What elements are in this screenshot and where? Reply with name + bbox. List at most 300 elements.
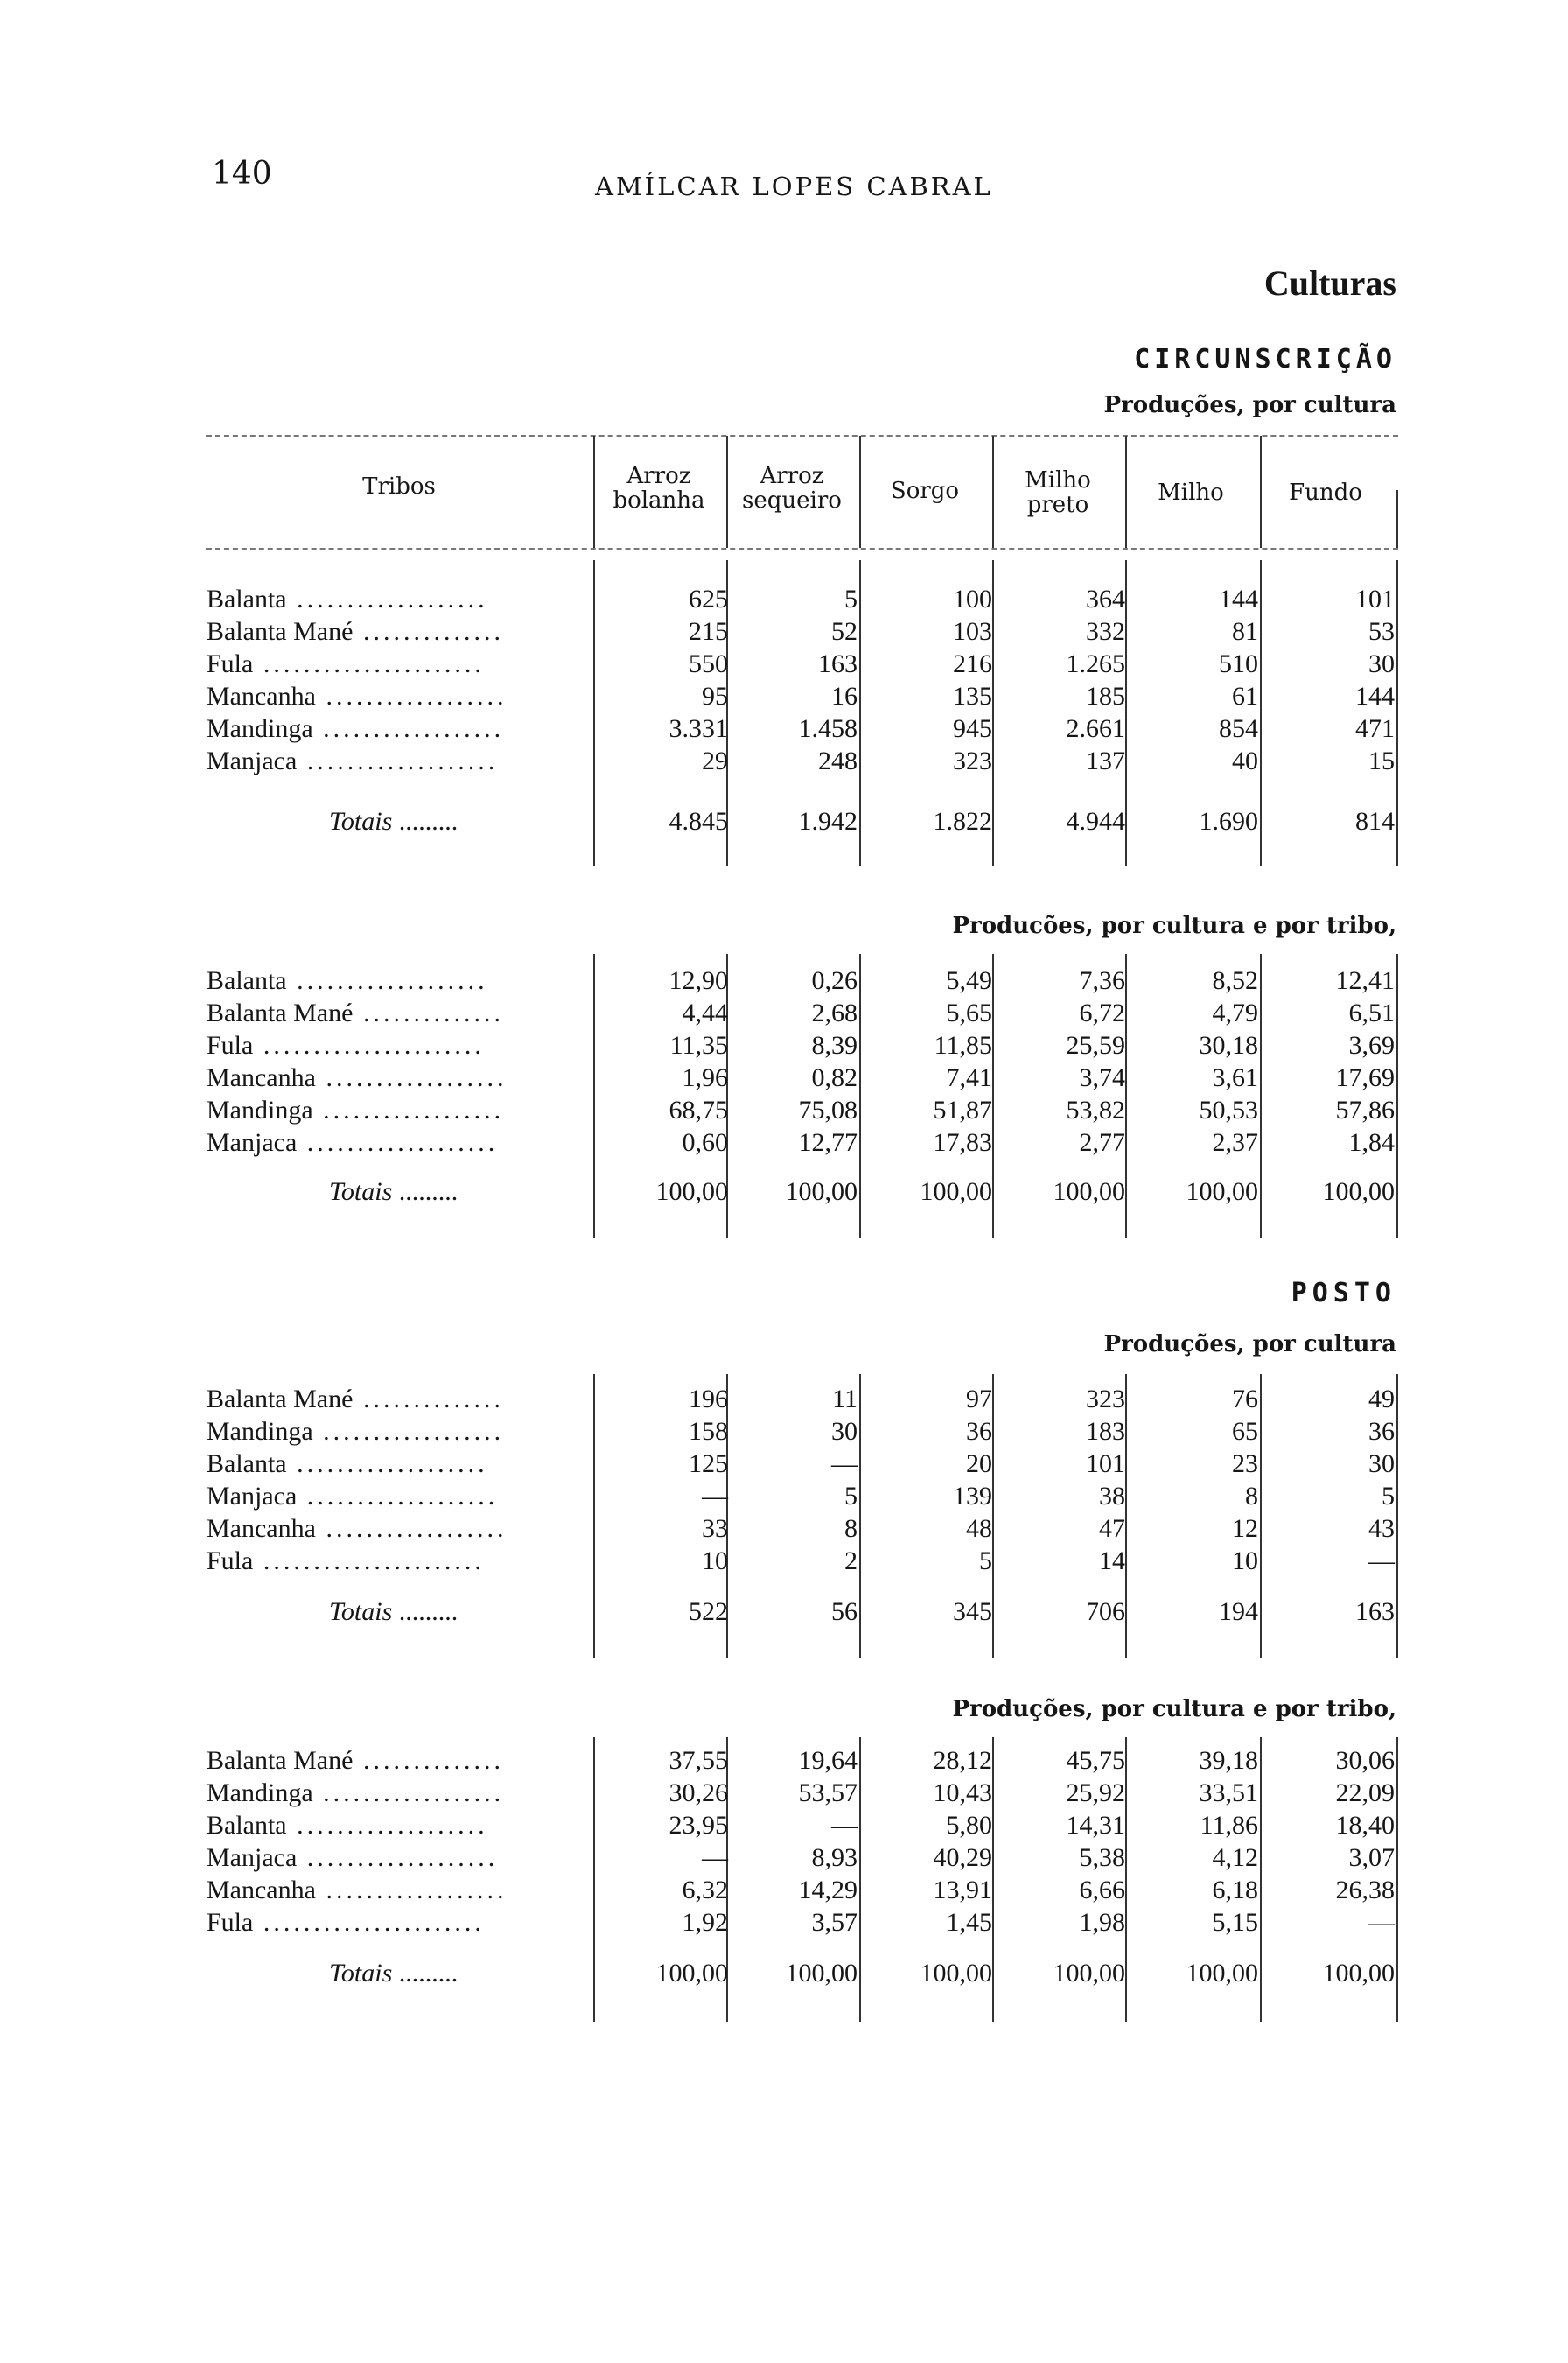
table-cell: 95 bbox=[702, 682, 728, 711]
table-cell: 33 bbox=[702, 1514, 728, 1543]
table-cell: 11,35 bbox=[669, 1031, 728, 1060]
table-cell: 15 bbox=[1368, 747, 1395, 775]
header-divider bbox=[992, 436, 994, 548]
tribe-label bbox=[206, 1449, 574, 1479]
table-cell: 8 bbox=[844, 1514, 858, 1543]
totals-word: Totais bbox=[329, 1597, 393, 1626]
column-header-milho: Milho bbox=[1158, 480, 1224, 506]
totals-cell: 100,00 bbox=[785, 1959, 858, 1988]
table-cell: 103 bbox=[953, 617, 992, 646]
table-cell: 38 bbox=[1099, 1482, 1125, 1511]
table-cell: 11,86 bbox=[1200, 1811, 1258, 1840]
totals-row bbox=[0, 1177, 1568, 1209]
table-cell: 10 bbox=[702, 1546, 728, 1575]
table-row bbox=[0, 1811, 1568, 1842]
table-cell: 1,98 bbox=[1079, 1908, 1125, 1937]
table-cell: 3.331 bbox=[668, 714, 728, 743]
leader-dots: .............. bbox=[353, 1746, 504, 1775]
table-row bbox=[0, 1385, 1568, 1416]
table-cell: 101 bbox=[1355, 585, 1395, 614]
table-cell: 17,69 bbox=[1335, 1063, 1395, 1092]
leader-dots: ...................... bbox=[253, 1546, 485, 1575]
table-cell: 5,15 bbox=[1212, 1908, 1258, 1937]
leader-dots: .................. bbox=[312, 714, 505, 743]
table-cell: 53,82 bbox=[1066, 1096, 1125, 1125]
table-cell: 2,68 bbox=[811, 999, 858, 1027]
column-header-milho-preto: Milho preto bbox=[1025, 467, 1091, 518]
table-cell: 53 bbox=[1368, 617, 1395, 646]
totals-word: Totais bbox=[329, 807, 393, 836]
table-cell: 510 bbox=[1219, 649, 1258, 678]
section-title-circunscricao: CIRCUNSCRIÇÃO bbox=[1134, 344, 1396, 375]
table-cell: 471 bbox=[1355, 714, 1395, 743]
leader-dots: ................... bbox=[286, 966, 488, 995]
table-cell: 12,90 bbox=[668, 966, 728, 995]
tribe-name: Fula bbox=[206, 1546, 254, 1575]
tribe-name: Mancanha bbox=[206, 1876, 316, 1904]
table-cell: 57,86 bbox=[1335, 1096, 1395, 1125]
tribe-label bbox=[206, 1063, 574, 1093]
table-cell: 5,65 bbox=[946, 999, 992, 1027]
totals-label bbox=[206, 1597, 574, 1627]
tribe-label bbox=[206, 1876, 574, 1905]
tribe-label bbox=[206, 1128, 574, 1158]
table-cell: 6,51 bbox=[1348, 999, 1395, 1027]
leader-dots: ................... bbox=[286, 585, 488, 614]
table-cell: 144 bbox=[1219, 585, 1258, 614]
leader-dots: .................. bbox=[312, 1417, 505, 1446]
table-cell: 2.661 bbox=[1066, 714, 1125, 743]
table-row bbox=[0, 1063, 1568, 1095]
table-cell: 23,95 bbox=[668, 1811, 728, 1840]
totals-cell: 100,00 bbox=[920, 1177, 992, 1206]
table-cell: 50,53 bbox=[1199, 1096, 1258, 1125]
table-cell: 163 bbox=[818, 649, 858, 678]
table-cell: 11 bbox=[832, 1385, 858, 1413]
table-row bbox=[0, 1778, 1568, 1810]
tribe-name: Fula bbox=[206, 1031, 254, 1060]
table-cell: 22,09 bbox=[1335, 1778, 1395, 1807]
leader-dots: .............. bbox=[353, 999, 504, 1027]
table-cell: 30 bbox=[1368, 1449, 1395, 1478]
table-cell: 364 bbox=[1086, 585, 1125, 614]
table-row bbox=[0, 1449, 1568, 1481]
tribe-label bbox=[206, 1417, 574, 1447]
table-row bbox=[0, 1031, 1568, 1062]
tribe-label bbox=[206, 966, 574, 996]
table-cell: 2,37 bbox=[1212, 1128, 1258, 1157]
table-cell: — bbox=[831, 1449, 858, 1478]
totals-cell: 100,00 bbox=[920, 1959, 992, 1988]
table-cell: 43 bbox=[1368, 1514, 1395, 1543]
table-cell: 8 bbox=[1245, 1482, 1258, 1511]
table-cell: 61 bbox=[1232, 682, 1258, 711]
table-cell: 6,18 bbox=[1212, 1876, 1258, 1904]
table-cell: 75,08 bbox=[798, 1096, 858, 1125]
tribe-label bbox=[206, 1096, 574, 1125]
table-row bbox=[0, 1417, 1568, 1448]
table-cell: 25,92 bbox=[1066, 1778, 1125, 1807]
leader-dots: ................... bbox=[297, 1482, 499, 1511]
table-row bbox=[0, 1908, 1568, 1939]
table-cell: 36 bbox=[966, 1417, 992, 1446]
leader-dots: .............. bbox=[353, 1385, 504, 1413]
table-cell: 323 bbox=[1086, 1385, 1125, 1413]
table-cell: 25,59 bbox=[1066, 1031, 1125, 1060]
table-cell: 3,57 bbox=[811, 1908, 858, 1937]
table-cell: 1.265 bbox=[1066, 649, 1125, 678]
header-divider bbox=[593, 436, 595, 548]
tribe-label bbox=[206, 747, 574, 776]
table-cell: 47 bbox=[1099, 1514, 1125, 1543]
page-number: 140 bbox=[212, 156, 272, 192]
leader-dots: ................... bbox=[297, 747, 499, 775]
table-cell: 48 bbox=[966, 1514, 992, 1543]
tribe-name: Manjaca bbox=[206, 1843, 298, 1872]
table-cell: 30,26 bbox=[668, 1778, 728, 1807]
tribe-name: Balanta Mané bbox=[206, 1385, 354, 1413]
table-cell: 17,83 bbox=[933, 1128, 992, 1157]
table-cell: 51,87 bbox=[933, 1096, 992, 1125]
table-cell: 5,49 bbox=[946, 966, 992, 995]
table-row bbox=[0, 1546, 1568, 1578]
leader-dots: .................. bbox=[312, 1778, 505, 1807]
table-cell: 13,91 bbox=[933, 1876, 992, 1904]
tribe-name: Manjaca bbox=[206, 1482, 298, 1511]
totals-row bbox=[0, 807, 1568, 838]
column-header-sorgo: Sorgo bbox=[890, 478, 960, 504]
leader-dots: ................... bbox=[286, 1811, 488, 1840]
table-cell: 20 bbox=[966, 1449, 992, 1478]
table-cell: — bbox=[1368, 1546, 1395, 1575]
tribe-name: Balanta Mané bbox=[206, 999, 354, 1027]
table-cell: 18,40 bbox=[1335, 1811, 1395, 1840]
table-row bbox=[0, 1746, 1568, 1778]
subtitle-posto-productions: Produções, por cultura bbox=[1103, 1331, 1396, 1357]
table-row bbox=[0, 747, 1568, 778]
table-cell: 0,60 bbox=[682, 1128, 728, 1157]
tribe-label bbox=[206, 1746, 574, 1776]
table-cell: 8,39 bbox=[811, 1031, 858, 1060]
table-row bbox=[0, 714, 1568, 746]
table-row bbox=[0, 1514, 1568, 1546]
section-title-culturas: Culturas bbox=[1264, 263, 1396, 303]
table-cell: 12,77 bbox=[798, 1128, 858, 1157]
table-cell: 137 bbox=[1086, 747, 1125, 775]
table-cell: 3,61 bbox=[1212, 1063, 1258, 1092]
table-cell: 10,43 bbox=[933, 1778, 992, 1807]
table-cell: 854 bbox=[1219, 714, 1258, 743]
tribe-label bbox=[206, 1546, 574, 1576]
table-cell: 0,26 bbox=[811, 966, 858, 995]
table-cell: 125 bbox=[689, 1449, 728, 1478]
tribe-name: Mandinga bbox=[206, 1096, 313, 1125]
table-cell: — bbox=[702, 1482, 728, 1511]
column-header-arroz-sequeiro: Arroz sequeiro bbox=[742, 463, 842, 514]
totals-cell: 1.942 bbox=[798, 807, 858, 836]
subtitle-circ-percent: Producões, por cultura e por tribo, bbox=[952, 913, 1396, 939]
header-top-rule bbox=[206, 435, 1398, 437]
table-cell: 5 bbox=[844, 585, 858, 614]
totals-cell: 194 bbox=[1219, 1597, 1258, 1626]
leader-dots: ................... bbox=[286, 1449, 488, 1478]
table-cell: 5,80 bbox=[946, 1811, 992, 1840]
leader-dots: ...................... bbox=[253, 649, 485, 678]
table-cell: 23 bbox=[1232, 1449, 1258, 1478]
totals-cell: 706 bbox=[1086, 1597, 1125, 1626]
table-cell: 1,84 bbox=[1348, 1128, 1395, 1157]
totals-cell: 4.845 bbox=[668, 807, 728, 836]
leader-dots: .................. bbox=[315, 1063, 508, 1092]
table-cell: 26,38 bbox=[1335, 1876, 1395, 1904]
table-cell: 1,96 bbox=[682, 1063, 728, 1092]
totals-cell: 100,00 bbox=[655, 1177, 728, 1206]
table-row bbox=[0, 966, 1568, 998]
tribe-name: Mandinga bbox=[206, 1778, 313, 1807]
table-cell: 19,64 bbox=[798, 1746, 858, 1775]
leader-dots: .................. bbox=[312, 1096, 505, 1125]
column-header-arroz-bolanha: Arroz bolanha bbox=[612, 463, 705, 514]
tribe-name: Balanta bbox=[206, 966, 287, 995]
table-cell: 6,66 bbox=[1079, 1876, 1125, 1904]
table-cell: 1,92 bbox=[682, 1908, 728, 1937]
table-cell: 100 bbox=[953, 585, 992, 614]
table-cell: 14 bbox=[1099, 1546, 1125, 1575]
table-cell: 68,75 bbox=[668, 1096, 728, 1125]
table-cell: — bbox=[702, 1843, 728, 1872]
table-cell: 49 bbox=[1368, 1385, 1395, 1413]
table-cell: 323 bbox=[953, 747, 992, 775]
tribe-name: Fula bbox=[206, 649, 254, 678]
tribe-name: Manjaca bbox=[206, 1128, 298, 1157]
table-cell: 7,36 bbox=[1079, 966, 1125, 995]
tribe-name: Balanta bbox=[206, 1449, 287, 1478]
table-cell: 1,45 bbox=[946, 1908, 992, 1937]
table-cell: 40,29 bbox=[933, 1843, 992, 1872]
totals-cell: 163 bbox=[1355, 1597, 1395, 1626]
header-divider bbox=[1125, 436, 1127, 548]
leader-dots: ......... bbox=[392, 807, 458, 836]
table-cell: 29 bbox=[702, 747, 728, 775]
table-cell: 14,31 bbox=[1066, 1811, 1125, 1840]
tribe-label bbox=[206, 1031, 574, 1061]
table-cell: 1.458 bbox=[798, 714, 858, 743]
table-cell: 2,77 bbox=[1079, 1128, 1125, 1157]
table-cell: 101 bbox=[1086, 1449, 1125, 1478]
tribe-label bbox=[206, 1843, 574, 1873]
table-cell: 2 bbox=[844, 1546, 858, 1575]
table-cell: 30,18 bbox=[1199, 1031, 1258, 1060]
totals-cell: 100,00 bbox=[655, 1959, 728, 1988]
header-divider bbox=[1260, 436, 1262, 548]
totals-cell: 56 bbox=[831, 1597, 858, 1626]
totals-cell: 100,00 bbox=[1322, 1959, 1395, 1988]
totals-word: Totais bbox=[329, 1959, 393, 1988]
leader-dots: ......... bbox=[392, 1597, 458, 1626]
table-cell: 8,52 bbox=[1212, 966, 1258, 995]
totals-cell: 814 bbox=[1355, 807, 1395, 836]
table-cell: 37,55 bbox=[668, 1746, 728, 1775]
table-cell: — bbox=[1368, 1908, 1395, 1937]
leader-dots: ......... bbox=[392, 1959, 458, 1988]
table-cell: 16 bbox=[831, 682, 858, 711]
table-cell: 28,12 bbox=[933, 1746, 992, 1775]
table-cell: 945 bbox=[953, 714, 992, 743]
totals-cell: 4.944 bbox=[1066, 807, 1125, 836]
totals-row bbox=[0, 1597, 1568, 1629]
tribe-label bbox=[206, 682, 574, 712]
tribe-label bbox=[206, 1482, 574, 1511]
section-title-posto: POSTO bbox=[1291, 1278, 1396, 1308]
tribe-name: Manjaca bbox=[206, 747, 298, 775]
table-row bbox=[0, 1096, 1568, 1127]
totals-cell: 100,00 bbox=[785, 1177, 858, 1206]
table-cell: 332 bbox=[1086, 617, 1125, 646]
totals-cell: 522 bbox=[689, 1597, 728, 1626]
table-row bbox=[0, 1128, 1568, 1160]
table-cell: 12 bbox=[1232, 1514, 1258, 1543]
table-row bbox=[0, 585, 1568, 616]
table-row bbox=[0, 617, 1568, 649]
table-cell: 0,82 bbox=[811, 1063, 858, 1092]
leader-dots: .................. bbox=[315, 1514, 508, 1543]
column-header-tribos: Tribos bbox=[362, 473, 436, 500]
totals-word: Totais bbox=[329, 1177, 393, 1206]
leader-dots: .................. bbox=[315, 682, 508, 711]
table-cell: 4,79 bbox=[1212, 999, 1258, 1027]
tribe-name: Mandinga bbox=[206, 1417, 313, 1446]
table-cell: 40 bbox=[1232, 747, 1258, 775]
table-cell: 97 bbox=[966, 1385, 992, 1413]
tribe-label bbox=[206, 585, 574, 614]
table-cell: 3,74 bbox=[1079, 1063, 1125, 1092]
tribe-label bbox=[206, 1811, 574, 1841]
table-cell: 135 bbox=[953, 682, 992, 711]
leader-dots: .................. bbox=[315, 1876, 508, 1904]
header-divider bbox=[859, 436, 861, 548]
table-cell: 8,93 bbox=[811, 1843, 858, 1872]
leader-dots: ................... bbox=[297, 1843, 499, 1872]
table-cell: 3,69 bbox=[1348, 1031, 1395, 1060]
table-cell: 52 bbox=[831, 617, 858, 646]
table-cell: 248 bbox=[818, 747, 858, 775]
table-row bbox=[0, 1876, 1568, 1907]
table-row bbox=[0, 682, 1568, 713]
totals-label bbox=[206, 1177, 574, 1207]
table-cell: 216 bbox=[953, 649, 992, 678]
totals-cell: 100,00 bbox=[1053, 1959, 1125, 1988]
totals-cell: 100,00 bbox=[1053, 1177, 1125, 1206]
table-cell: 3,07 bbox=[1348, 1843, 1395, 1872]
table-cell: 4,44 bbox=[682, 999, 728, 1027]
table-row bbox=[0, 1843, 1568, 1875]
leader-dots: ...................... bbox=[253, 1908, 485, 1937]
totals-cell: 345 bbox=[953, 1597, 992, 1626]
table-cell: 144 bbox=[1355, 682, 1395, 711]
subtitle-circ-productions: Produções, por cultura bbox=[1103, 392, 1396, 418]
totals-cell: 1.690 bbox=[1199, 807, 1258, 836]
tribe-name: Fula bbox=[206, 1908, 254, 1937]
tribe-label bbox=[206, 714, 574, 744]
leader-dots: ......... bbox=[392, 1177, 458, 1206]
table-cell: 11,85 bbox=[934, 1031, 992, 1060]
table-cell: 7,41 bbox=[946, 1063, 992, 1092]
tribe-label bbox=[206, 649, 574, 679]
tribe-name: Mancanha bbox=[206, 1063, 316, 1092]
table-row bbox=[0, 1482, 1568, 1513]
table-cell: 183 bbox=[1086, 1417, 1125, 1446]
table-cell: 6,72 bbox=[1079, 999, 1125, 1027]
table-cell: 139 bbox=[953, 1482, 992, 1511]
table-cell: 53,57 bbox=[798, 1778, 858, 1807]
tribe-label bbox=[206, 999, 574, 1028]
table-row bbox=[0, 999, 1568, 1030]
totals-cell: 100,00 bbox=[1186, 1177, 1258, 1206]
tribe-label bbox=[206, 1778, 574, 1808]
table-cell: 45,75 bbox=[1066, 1746, 1125, 1775]
tribe-name: Balanta bbox=[206, 585, 287, 614]
totals-label bbox=[206, 807, 574, 837]
leader-dots: .............. bbox=[353, 617, 504, 646]
tribe-label bbox=[206, 1908, 574, 1938]
tribe-name: Mandinga bbox=[206, 714, 313, 743]
tribe-label bbox=[206, 1514, 574, 1544]
table-cell: 33,51 bbox=[1199, 1778, 1258, 1807]
table-cell: 6,32 bbox=[682, 1876, 728, 1904]
totals-row bbox=[0, 1959, 1568, 1990]
table-cell: 30 bbox=[1368, 649, 1395, 678]
running-head: AMÍLCAR LOPES CABRAL bbox=[595, 172, 993, 201]
table-cell: 36 bbox=[1368, 1417, 1395, 1446]
table-cell: 196 bbox=[689, 1385, 728, 1413]
table-cell: 81 bbox=[1232, 617, 1258, 646]
table-cell: 30 bbox=[831, 1417, 858, 1446]
table-cell: 625 bbox=[689, 585, 728, 614]
totals-cell: 1.822 bbox=[933, 807, 992, 836]
table-cell: 5,38 bbox=[1079, 1843, 1125, 1872]
header-bottom-rule bbox=[206, 548, 1398, 550]
tribe-name: Balanta Mané bbox=[206, 617, 354, 646]
column-header-fundo: Fundo bbox=[1289, 480, 1362, 506]
tribe-name: Balanta bbox=[206, 1811, 287, 1840]
table-cell: 30,06 bbox=[1335, 1746, 1395, 1775]
table-cell: — bbox=[831, 1811, 858, 1840]
table-cell: 76 bbox=[1232, 1385, 1258, 1413]
header-divider bbox=[726, 436, 728, 548]
tribe-name: Mancanha bbox=[206, 1514, 316, 1543]
tribe-label bbox=[206, 1385, 574, 1414]
table-cell: 158 bbox=[689, 1417, 728, 1446]
table-cell: 5 bbox=[844, 1482, 858, 1511]
subtitle-posto-percent: Produções, por cultura e por tribo, bbox=[952, 1696, 1396, 1722]
leader-dots: ................... bbox=[297, 1128, 499, 1157]
table-cell: 5 bbox=[1382, 1482, 1395, 1511]
leader-dots: ...................... bbox=[253, 1031, 485, 1060]
table-cell: 65 bbox=[1232, 1417, 1258, 1446]
table-cell: 4,12 bbox=[1212, 1843, 1258, 1872]
table-cell: 10 bbox=[1232, 1546, 1258, 1575]
table-cell: 14,29 bbox=[798, 1876, 858, 1904]
table-row bbox=[0, 649, 1568, 681]
table-cell: 215 bbox=[689, 617, 728, 646]
tribe-name: Balanta Mané bbox=[206, 1746, 354, 1775]
totals-cell: 100,00 bbox=[1322, 1177, 1395, 1206]
table-cell: 12,41 bbox=[1335, 966, 1395, 995]
table-cell: 550 bbox=[689, 649, 728, 678]
totals-label bbox=[206, 1959, 574, 1988]
table-cell: 185 bbox=[1086, 682, 1125, 711]
tribe-name: Mancanha bbox=[206, 682, 316, 711]
